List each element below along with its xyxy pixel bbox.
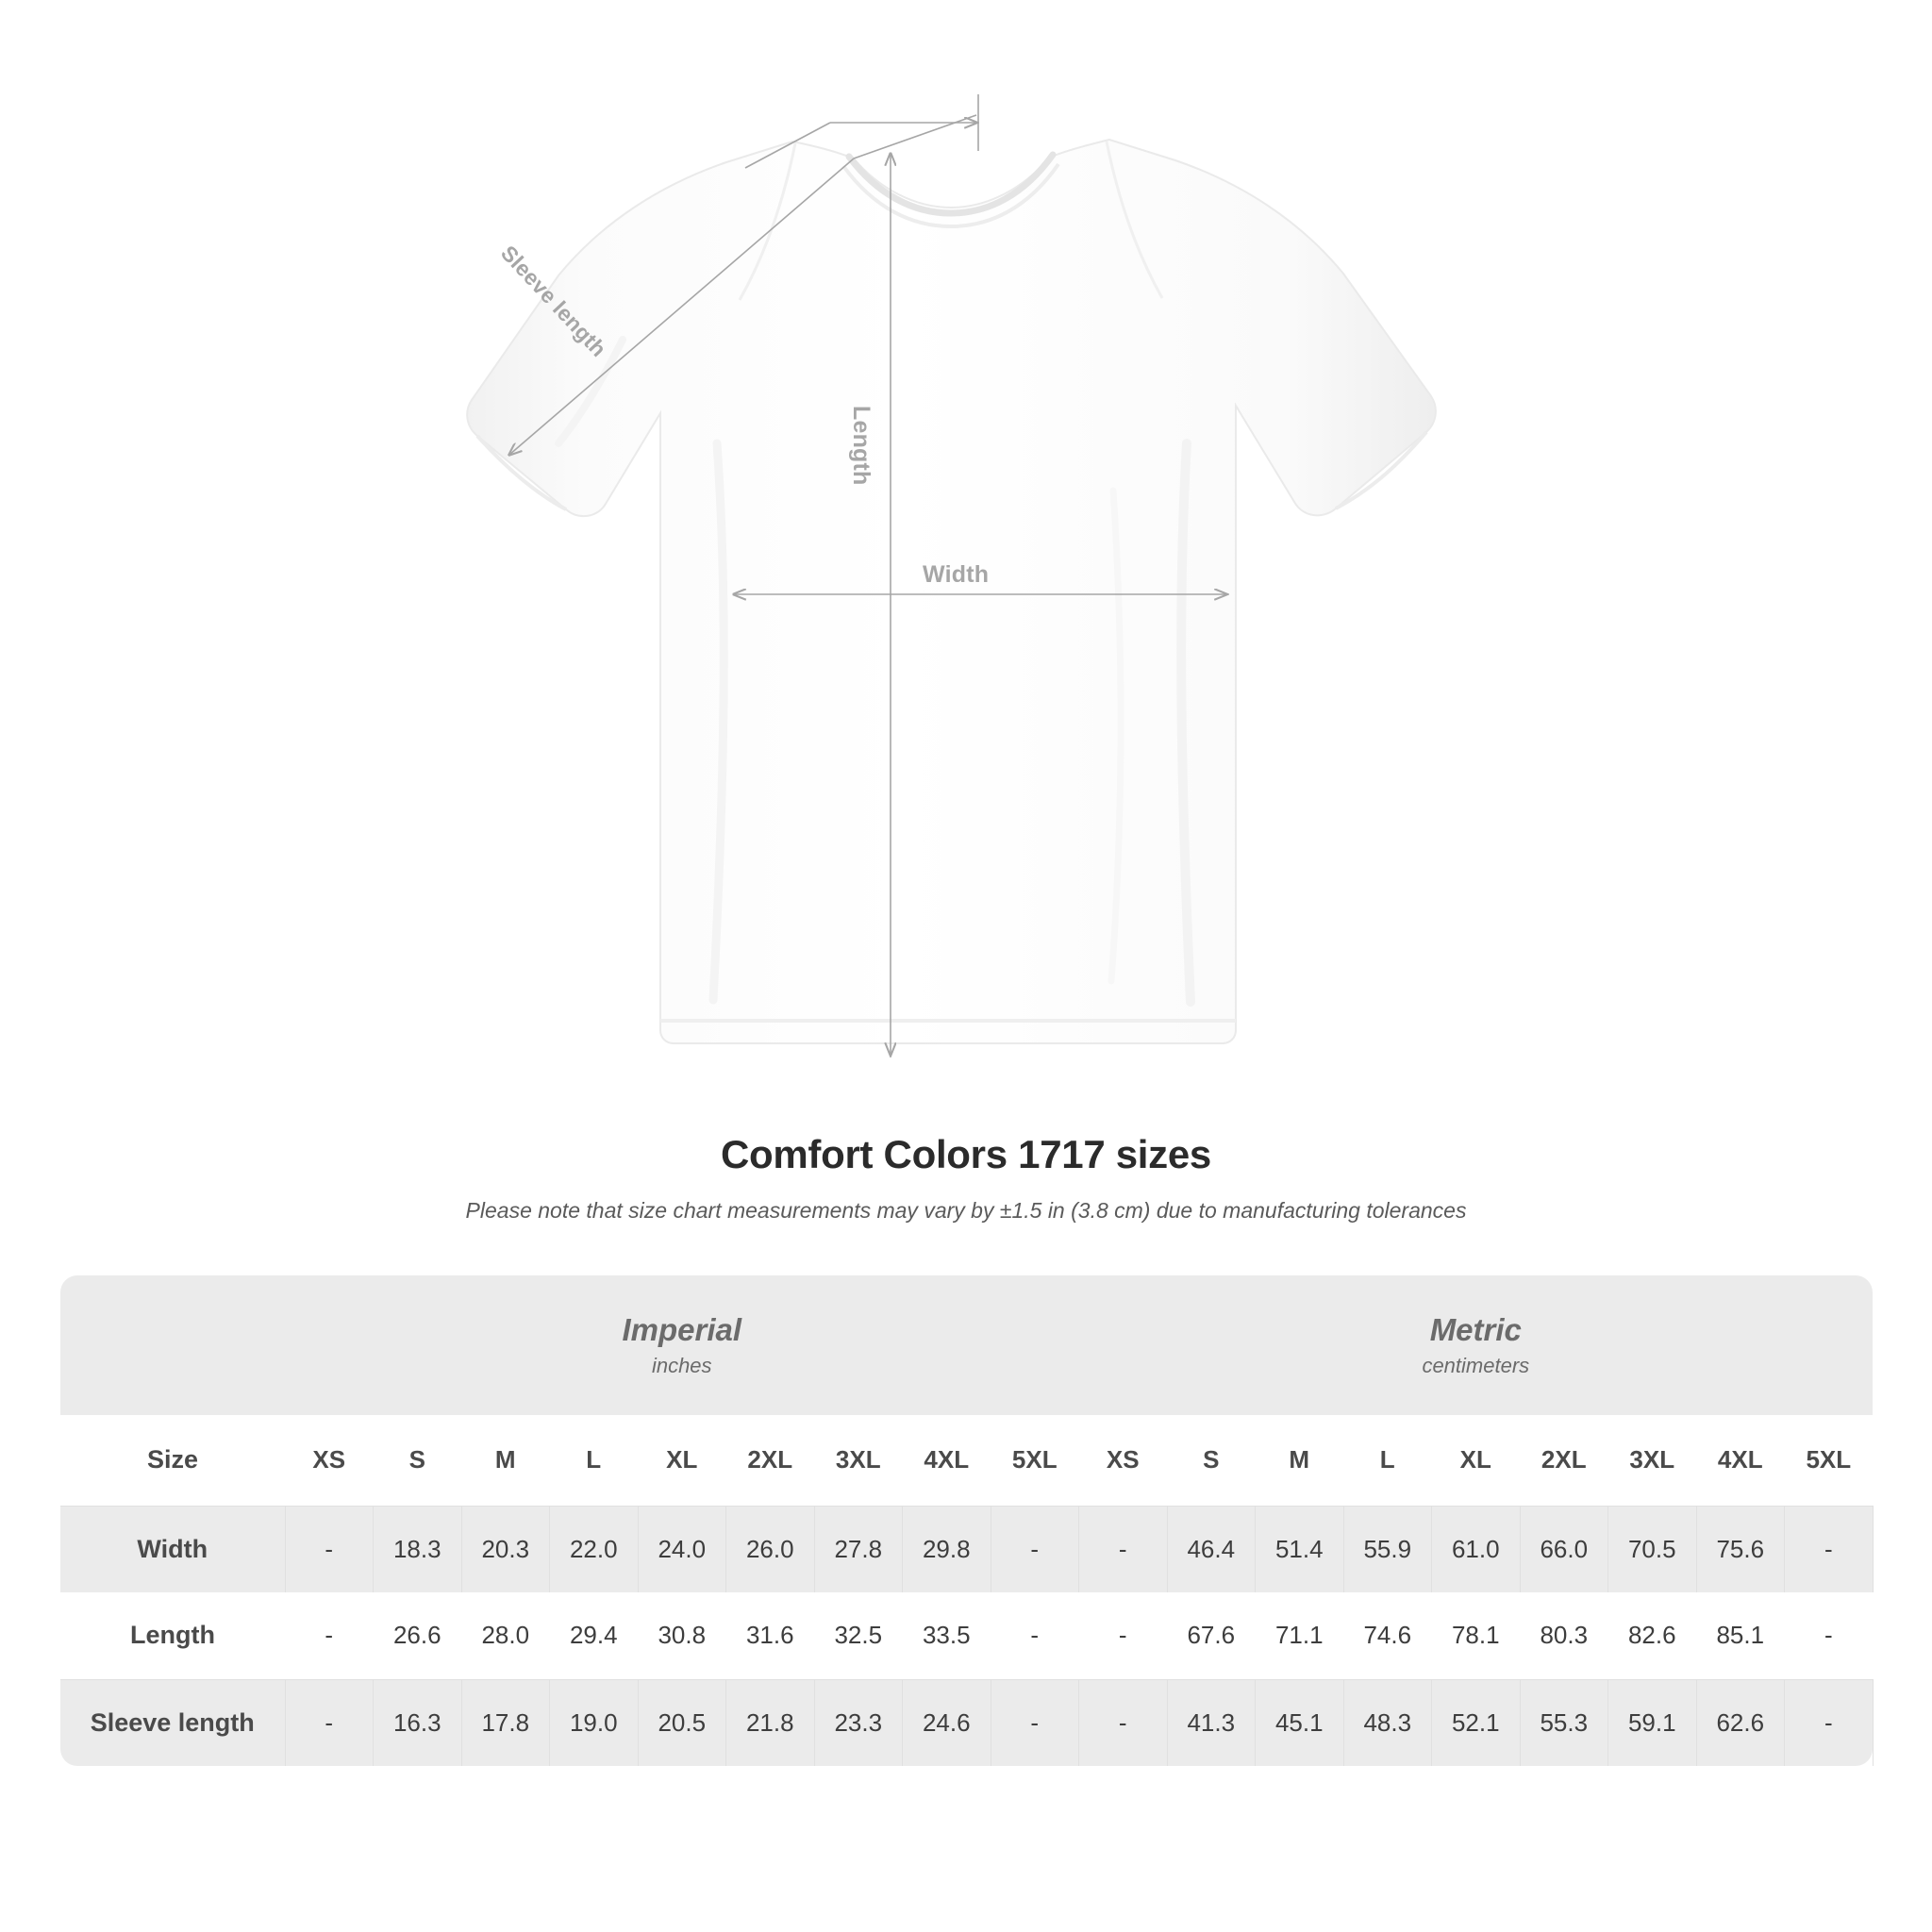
cell-sleeve-metric-s: 41.3 [1167,1679,1256,1766]
row-label-length: Length [130,1621,215,1650]
cell-width-metric-2xl: 66.0 [1520,1506,1608,1592]
size-table-wrap [60,1275,1872,1766]
cell-sleeve-metric-2xl: 55.3 [1520,1679,1608,1766]
cell-sleeve-imperial-4xl: 24.6 [903,1679,991,1766]
cell-width-imperial-5xl: - [991,1506,1079,1592]
cell-width-metric-xs: - [1079,1506,1168,1592]
cell-sleeve-metric-xs: - [1079,1679,1168,1766]
cell-sleeve-metric-m: 45.1 [1256,1679,1344,1766]
length-label: Length [848,406,874,486]
table-row [60,1679,1873,1766]
size-header-imperial-m: M [461,1415,550,1506]
cell-sleeve-imperial-3xl: 23.3 [814,1679,903,1766]
cell-width-imperial-m: 20.3 [461,1506,550,1592]
cell-width-metric-3xl: 70.5 [1608,1506,1697,1592]
size-header-imperial-2xl: 2XL [726,1415,815,1506]
tshirt-shape [467,140,1436,1043]
unit-imperial-title: Imperial [622,1312,742,1348]
cell-width-metric-xl: 61.0 [1432,1506,1521,1592]
cell-length-metric-5xl: - [1824,1621,1833,1650]
size-header-metric-5xl: 5XL [1785,1415,1874,1506]
size-header-row [60,1415,1873,1506]
cell-sleeve-imperial-5xl: - [991,1679,1079,1766]
size-header-imperial-4xl: 4XL [903,1415,991,1506]
unit-imperial-sub: inches [651,1353,712,1377]
cell-width-metric-m: 51.4 [1256,1506,1344,1592]
cell-length-imperial-4xl: 33.5 [922,1621,971,1650]
cell-width-imperial-xs: - [285,1506,374,1592]
cell-sleeve-imperial-l: 19.0 [550,1679,639,1766]
cell-width-imperial-s: 18.3 [374,1506,462,1592]
cell-length-imperial-s: 26.6 [392,1621,441,1650]
cell-sleeve-metric-3xl: 59.1 [1608,1679,1697,1766]
cell-length-metric-xl: 78.1 [1451,1621,1500,1650]
size-header-metric-xl: XL [1432,1415,1521,1506]
cell-length-imperial-2xl: 31.6 [745,1621,794,1650]
size-header-imperial-3xl: 3XL [814,1415,903,1506]
cell-sleeve-metric-l: 48.3 [1343,1679,1432,1766]
sleeve-length-label: Sleeve length [495,241,611,362]
cell-length-metric-4xl: 85.1 [1716,1621,1765,1650]
tolerance-note: Please note that size chart measurements may vary by ±1.5 in (3.8 cm) due to manufacturing tolerances [465,1198,1467,1223]
table-row [60,1506,1873,1592]
cell-sleeve-metric-5xl: - [1785,1679,1874,1766]
unit-metric [1079,1275,1874,1415]
size-header-label: Size [60,1415,285,1506]
size-header-metric-2xl: 2XL [1520,1415,1608,1506]
row-label-width: Width [60,1506,285,1592]
cell-length-imperial-m: 28.0 [481,1621,530,1650]
cell-width-imperial-4xl: 29.8 [903,1506,991,1592]
size-header-imperial-l: L [550,1415,639,1506]
cell-length-metric-xs: - [1118,1621,1127,1650]
cell-sleeve-imperial-2xl: 21.8 [726,1679,815,1766]
cell-length-imperial-xs: - [325,1621,334,1650]
cell-width-metric-4xl: 75.6 [1696,1506,1785,1592]
cell-width-imperial-l: 22.0 [550,1506,639,1592]
cell-width-imperial-xl: 24.0 [638,1506,726,1592]
size-table [60,1275,1874,1766]
size-header-imperial-xs: XS [285,1415,374,1506]
size-header-imperial-xl: XL [638,1415,726,1506]
size-header-metric-4xl: 4XL [1696,1415,1785,1506]
unit-metric-title: Metric [1429,1312,1522,1348]
cell-length-metric-m: 71.1 [1274,1621,1324,1650]
cell-sleeve-metric-xl: 52.1 [1432,1679,1521,1766]
cell-sleeve-imperial-xs: - [285,1679,374,1766]
size-header-metric-xs: XS [1079,1415,1168,1506]
cell-sleeve-imperial-xl: 20.5 [638,1679,726,1766]
cell-length-imperial-l: 29.4 [569,1621,618,1650]
size-header-metric-3xl: 3XL [1608,1415,1697,1506]
cell-length-metric-2xl: 80.3 [1540,1621,1589,1650]
page-title: Comfort Colors 1717 sizes [720,1132,1211,1176]
unit-imperial [285,1275,1079,1415]
cell-width-imperial-2xl: 26.0 [726,1506,815,1592]
cell-length-imperial-3xl: 32.5 [834,1621,883,1650]
units-header-row [60,1275,1873,1415]
title-block [0,1132,1932,1224]
size-header-metric-s: S [1167,1415,1256,1506]
width-label: Width [923,561,990,588]
cell-width-imperial-3xl: 27.8 [814,1506,903,1592]
cell-width-metric-s: 46.4 [1167,1506,1256,1592]
cell-width-metric-l: 55.9 [1343,1506,1432,1592]
cell-length-imperial-5xl: - [1030,1621,1040,1650]
size-header-imperial-5xl: 5XL [991,1415,1079,1506]
row-label-sleeve-length: Sleeve length [60,1679,285,1766]
cell-length-metric-l: 74.6 [1363,1621,1412,1650]
cell-sleeve-metric-4xl: 62.6 [1696,1679,1785,1766]
cell-sleeve-imperial-m: 17.8 [461,1679,550,1766]
units-spacer [60,1275,285,1415]
table-row [60,1592,1873,1679]
cell-length-imperial-xl: 30.8 [658,1621,707,1650]
size-header-imperial-s: S [374,1415,462,1506]
cell-sleeve-imperial-s: 16.3 [374,1679,462,1766]
size-header-metric-l: L [1343,1415,1432,1506]
cell-width-metric-5xl: - [1785,1506,1874,1592]
cell-length-metric-3xl: 82.6 [1627,1621,1676,1650]
size-header-metric-m: M [1256,1415,1344,1506]
cell-length-metric-s: 67.6 [1187,1621,1236,1650]
unit-metric-sub: centimeters [1422,1353,1530,1377]
